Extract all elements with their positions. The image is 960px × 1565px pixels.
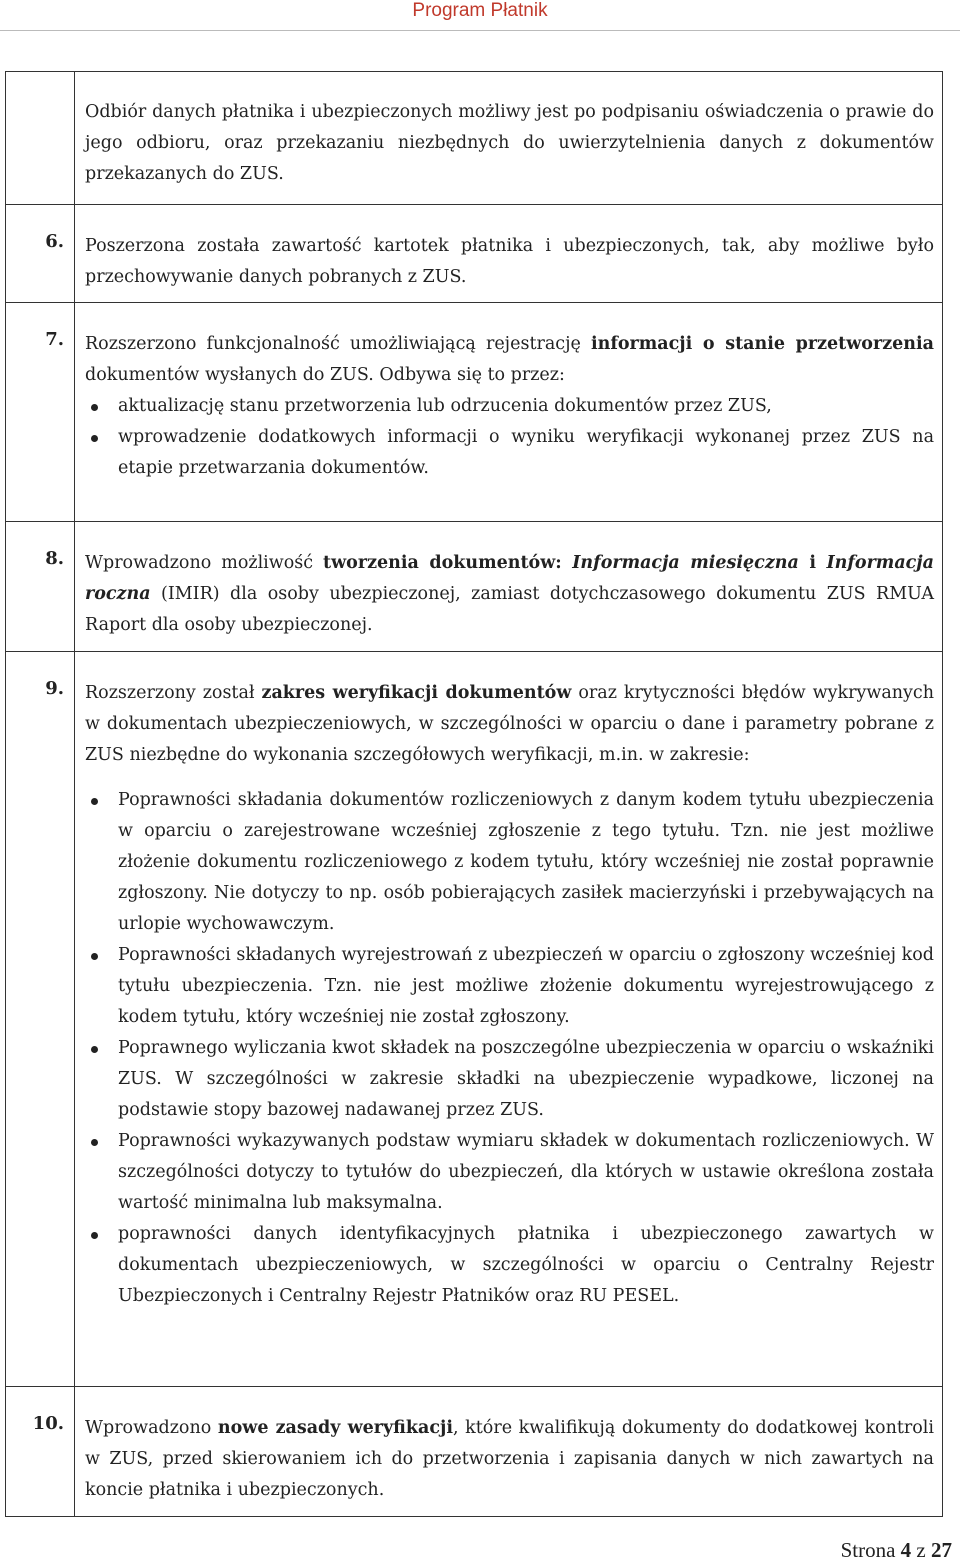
bullet-list (85, 391, 934, 484)
changes-table (5, 71, 943, 1517)
row-content (75, 72, 943, 205)
list-item: aktualizację stanu przetworzenia lub odrzucenia dokumentów przez ZUS, (85, 391, 934, 422)
row-content (75, 522, 943, 652)
bold-text: i (798, 553, 827, 573)
list-item: wprowadzenie dodatkowych informacji o wyniku weryfikacji wykonanej przez ZUS na etapie przetwarzania dokumentów. (85, 422, 934, 484)
text-span: Rozszerzony został (85, 683, 262, 703)
bold-italic-text: Informacja roczna (85, 553, 934, 604)
table-row (6, 303, 943, 522)
bold-text: nowe zasady weryfikacji (217, 1418, 454, 1438)
page-header: Program Płatnik (412, 0, 548, 21)
page-total: 27 (931, 1538, 952, 1562)
table-row (6, 1387, 943, 1517)
row-number (6, 72, 75, 205)
paragraph (85, 652, 934, 785)
row-number: 8. (6, 522, 75, 652)
page-number: 4 (900, 1538, 912, 1562)
page-separator: z (916, 1538, 926, 1562)
row-number: 6. (6, 205, 75, 303)
page-label: Strona (840, 1538, 896, 1562)
list-item: poprawności danych identyfikacyjnych płatnika i ubezpieczonego zawartych w dokumentach ubezpieczeniowych, w szczególności w oparciu o Centralny Rejestr Ubezpieczonych i Centralny Rejestr Płatników oraz RU PESEL. (85, 1219, 934, 1312)
bold-text: zakres weryfikacji dokumentów (261, 683, 572, 703)
text-span: oraz krytyczności błędów wykrywanych w dokumentach ubezpieczeniowych, w szczególności w oparciu o dane i parametry pobrane z ZUS niezbędne do wykonania szczegółowych weryfikacji, m.in. w zakresie: (85, 683, 934, 765)
paragraph (85, 1387, 934, 1506)
text-span: dokumentów wysłanych do ZUS. Odbywa się to przez: (85, 365, 565, 385)
list-item: Poprawności składania dokumentów rozliczeniowych z danym kodem tytułu ubezpieczenia w oparciu o zarejestrowane wcześniej zgłoszenie z tego tytułu. Tzn. nie jest możliwe złożenie dokumentu rozliczeniowego z kodem tytułu, który wcześniej nie został poprawnie zgłoszony. Nie dotyczy to np. osób pobierających zasiłek macierzyński i przebywających na urlopie wychowawczym. (85, 785, 934, 940)
row-content (75, 1387, 943, 1517)
paragraph: Poszerzona została zawartość kartotek płatnika i ubezpieczonych, tak, aby możliwe było przechowywanie danych pobranych z ZUS. (85, 236, 934, 287)
table-row (6, 522, 943, 652)
row-content (75, 652, 943, 1387)
list-item: Poprawności wykazywanych podstaw wymiaru składek w dokumentach rozliczeniowych. W szczególności dotyczy to tytułów do ubezpieczeń, dla których w ustawie określona została wartość minimalna lub maksymalna. (85, 1126, 934, 1219)
bullet-list (85, 785, 934, 1312)
text-span: (IMIR) dla osoby ubezpieczonej, zamiast dotychczasowego dokumentu ZUS RMUA Raport dla osoby ubezpieczonej. (85, 584, 934, 635)
row-content (75, 205, 943, 303)
text-span: Rozszerzono funkcjonalność umożliwiającą rejestrację (85, 334, 591, 354)
table-row (6, 205, 943, 303)
paragraph (85, 303, 934, 391)
paragraph (85, 522, 934, 641)
list-item: Poprawnego wyliczania kwot składek na poszczególne ubezpieczenia w oparciu o wskaźniki ZUS. W szczególności w zakresie składki na ubezpieczenie wypadkowe, liczonej na podstawie stopy bazowej nadawanej przez ZUS. (85, 1033, 934, 1126)
row-number: 10. (6, 1387, 75, 1517)
bold-text: tworzenia dokumentów: (323, 553, 573, 573)
table-row (6, 652, 943, 1387)
header-divider (0, 30, 960, 31)
row-content (75, 303, 943, 522)
text-span: Wprowadzono możliwość (85, 553, 324, 573)
table-row (6, 72, 943, 205)
page-footer (841, 1538, 952, 1563)
text-span: Wprowadzono (85, 1418, 218, 1438)
bold-italic-text: Informacja miesięczna (572, 553, 799, 573)
row-number: 9. (6, 652, 75, 1387)
bold-text: informacji o stanie przetworzenia (590, 334, 934, 354)
paragraph: Odbiór danych płatnika i ubezpieczonych możliwy jest po podpisaniu oświadczenia o prawie do jego odbioru, oraz przekazaniu niezbędnych do uwierzytelnienia danych z dokumentów przekazanych do ZUS. (85, 102, 934, 184)
list-item: Poprawności składanych wyrejestrowań z ubezpieczeń w oparciu o zgłoszony wcześniej kod tytułu ubezpieczenia. Tzn. nie jest możliwe złożenie dokumentu wyrejestrowującego z kodem tytułu, który wcześniej nie został zgłoszony. (85, 940, 934, 1033)
row-number: 7. (6, 303, 75, 522)
text-span: , które kwalifikują dokumenty do dodatkowej kontroli w ZUS, przed skierowaniem ich do przetworzenia i zapisania danych w nich zawartych na koncie płatnika i ubezpieczonych. (85, 1418, 934, 1500)
